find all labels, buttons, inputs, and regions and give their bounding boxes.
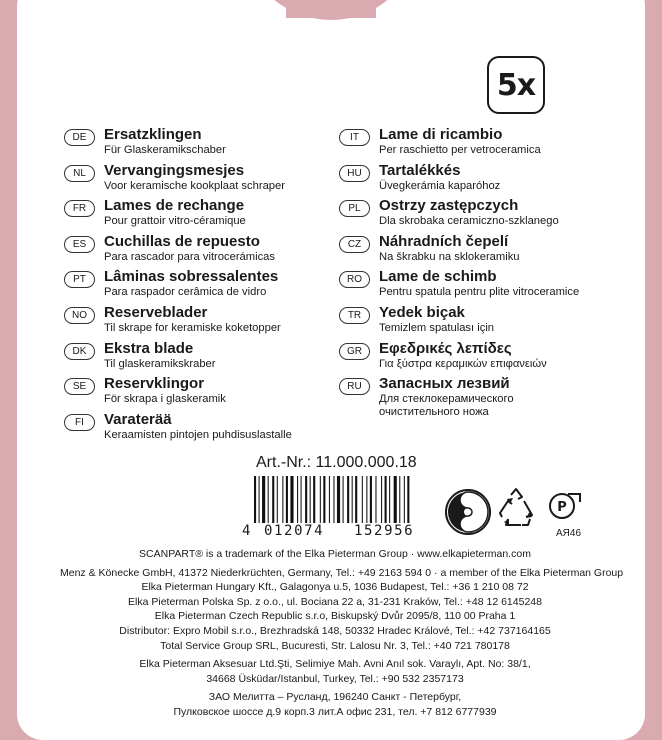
barcode-bar [347,476,349,526]
language-code-badge: GR [339,343,370,360]
language-entry-es [64,233,292,269]
language-text [104,304,281,335]
recycle-icon [496,487,536,529]
product-name: Запасных лезвий [379,375,510,393]
footer-line: Elka Pieterman Hungary Kft., Galagonya u.5, 1036 Budapest, Tel.: +36 1 210 08 72 [141,581,529,594]
barcode-first-digit: 4 [242,523,251,539]
language-text [104,375,226,406]
barcode-bar [262,476,265,526]
barcode-bar [394,476,397,526]
language-entry-fr [64,197,292,233]
barcode-group-2: 152956 [354,523,415,539]
product-name: Lâminas sobressalentes [104,268,279,286]
product-name: Yedek biçak [379,303,465,321]
barcode-bar [352,476,353,526]
product-name: Ersatzklingen [104,126,202,143]
product-description: Per raschietto per vetroceramica [379,144,541,156]
barcode-bar [389,476,390,526]
barcode-bar [343,476,344,526]
footer-line: Total Service Group SRL, Bucuresti, Str. Lalosu Nr. 3, Tel.: +40 721 780178 [160,639,510,652]
product-description: Pour grattoir vitro-céramique [104,215,246,228]
language-text [104,411,292,442]
language-text [104,233,275,264]
language-entry-pt [64,268,292,304]
pct-letter: P [557,500,567,515]
language-text [379,375,514,419]
product-description: Na škrabku na sklokeramiku [379,250,520,263]
hang-hole-neck [286,0,376,18]
quantity-text: 5x [496,67,536,103]
footer-line: 34668 Üsküdar/Istanbul, Turkey, Tel.: +90 532 2357173 [206,672,464,685]
footer-line: Distributor: Expro Mobil s.r.o., Brezhradská 148, 50332 Hradec Králové, Tel.: +42 737164165 [119,624,551,637]
pct-certification-icon [546,488,582,524]
language-code-badge: NO [64,307,95,324]
language-text [379,126,541,157]
product-description: För skrapa i glaskeramik [104,393,226,406]
language-text [104,268,278,299]
product-name: Náhradních čepelí [379,232,509,250]
product-description: Для стеклокерамического [379,393,514,406]
product-name: Lame de schimb [379,268,497,286]
language-code-badge: IT [339,129,370,146]
language-entry-cz [339,233,579,269]
language-entry-ro [339,268,579,304]
product-name: Ostrzy zastępczych [379,197,519,215]
barcode-bar [362,476,363,526]
barcode-bar [320,476,321,526]
language-entry-dk [64,340,292,376]
language-code-badge: ES [64,236,95,253]
barcode-bar [313,476,315,526]
product-name: Cuchillas de repuesto [104,232,260,250]
barcode-bar [404,476,405,526]
product-name: Ekstra blade [104,339,194,357]
barcode-bar [301,476,302,526]
barcode-bar [310,476,311,526]
language-entry-no [64,304,292,340]
language-list-left [64,126,292,446]
language-code-badge: NL [64,165,95,182]
language-code-badge: RU [339,378,370,395]
product-description: Til glaskeramikskraber [104,357,216,370]
language-entry-gr [339,340,579,376]
language-text [379,233,520,264]
product-description: Para raspador cerâmica de vidro [104,286,267,299]
language-code-badge: RO [339,271,370,288]
product-description-line-2: очистительного ножа [379,406,489,419]
product-name: Lames de rechange [104,197,245,215]
product-description: Für Glaskeramikschaber [104,144,226,156]
footer-line: Elka Pieterman Polska Sp. z o.o., ul. Bociana 22 a, 31-231 Kraków, Tel.: +48 12 6145248 [128,595,542,608]
barcode-bar [277,476,278,526]
barcode-bar [290,476,293,526]
barcode-bar [366,476,367,526]
barcode-bar [268,476,269,526]
pct-code: АЯ46 [556,528,582,539]
barcode-bar [375,476,376,526]
language-entry-pl [339,197,579,233]
language-code-badge: HU [339,165,370,182]
language-text [379,340,547,371]
product-name: Εφεδρικές λεπίδες [379,339,512,357]
product-name: Varaterää [104,410,172,428]
green-dot-icon [444,488,492,536]
language-text [379,268,579,299]
footer-line: Пулковское шоссе д.9 корп.3 лит.А офис 231, тел. +7 812 6777939 [173,705,497,718]
product-description: Til skrape for keramiske koketopper [104,321,281,334]
barcode-bar [385,476,387,526]
language-text [104,126,226,157]
product-description: Temizlem spatulası için [379,321,495,334]
language-entry-it [339,126,579,162]
product-description: Dla skrobaka ceramiczno-szklanego [379,215,559,228]
language-code-badge: PL [339,200,370,217]
barcode-bar [355,476,357,526]
language-text [379,197,559,228]
barcode-bar [370,476,372,526]
language-entry-se [64,375,292,411]
company-info [60,547,624,720]
article-number: Art.-Nr.: 11.000.000.18 [256,454,417,471]
product-name: Tartalékkés [379,161,461,179]
footer-line: ЗАО Мелитта – Русланд, 196240 Санкт - Петербург, [208,691,462,704]
language-code-badge: FR [64,200,95,217]
language-text [104,340,216,371]
product-name: Reserveblader [104,303,208,321]
barcode-bar [381,476,382,526]
quantity-badge [487,56,545,114]
product-description: Üvegkerámia kaparóhoz [379,179,501,192]
barcode-bar [305,476,307,526]
language-entry-nl [64,162,292,198]
language-text [379,162,500,193]
language-code-badge: CZ [339,236,370,253]
footer-line: Menz & Könecke GmbH, 41372 Niederkrüchten, Germany, Tel.: +49 2163 594 0 · a member of the Elka Pieterman Group [60,566,624,579]
language-entry-de [64,126,292,162]
product-name: Vervangingsmesjes [104,161,245,179]
language-text [379,304,494,335]
product-name: Lame di ricambio [379,126,503,143]
barcode-bar [399,476,400,526]
barcode-group-1: 012074 [264,523,325,539]
product-description: Pentru spatula pentru plite vitroceramice [379,286,580,299]
language-code-badge: FI [64,414,95,431]
barcode-bar [297,476,298,526]
product-description: Για ξύστρα κεραμικών επιφανειών [379,357,547,370]
barcode-bar [286,476,288,526]
language-text [104,197,246,228]
language-text [104,162,285,193]
language-list-right [339,126,580,419]
language-entry-tr [339,304,579,340]
product-description: Voor keramische kookplaat schraper [104,179,285,192]
product-description: Para rascador para vitrocerámicas [104,250,275,263]
language-code-badge: TR [339,307,370,324]
footer-line: SCANPART® is a trademark of the Elka Pieterman Group · www.elkapieterman.com [139,548,531,560]
product-description: Keraamisten pintojen puhdisuslastalle [104,428,292,441]
barcode-bar [337,476,340,526]
barcode-bar [282,476,283,526]
language-code-badge: DK [64,343,95,360]
barcode-bar [272,476,274,526]
language-code-badge: DE [64,129,95,146]
footer-line: Elka Pieterman Czech Republic s.r.o, Biskupský Dvůr 2095/8, 110 00 Praha 1 [154,610,516,623]
language-code-badge: PT [64,271,95,288]
product-name: Reservklingor [104,375,205,393]
language-entry-fi [64,411,292,447]
barcode-bar [323,476,325,526]
barcode-digits [240,523,440,539]
language-entry-hu [339,162,579,198]
language-entry-ru [339,375,579,419]
language-code-badge: SE [64,378,95,395]
footer-line: Elka Pieterman Aksesuar Ltd.Şti, Selimiye Mah. Avni Anıl sok. Varaylı, Apt. No: 38/1, [139,658,531,671]
